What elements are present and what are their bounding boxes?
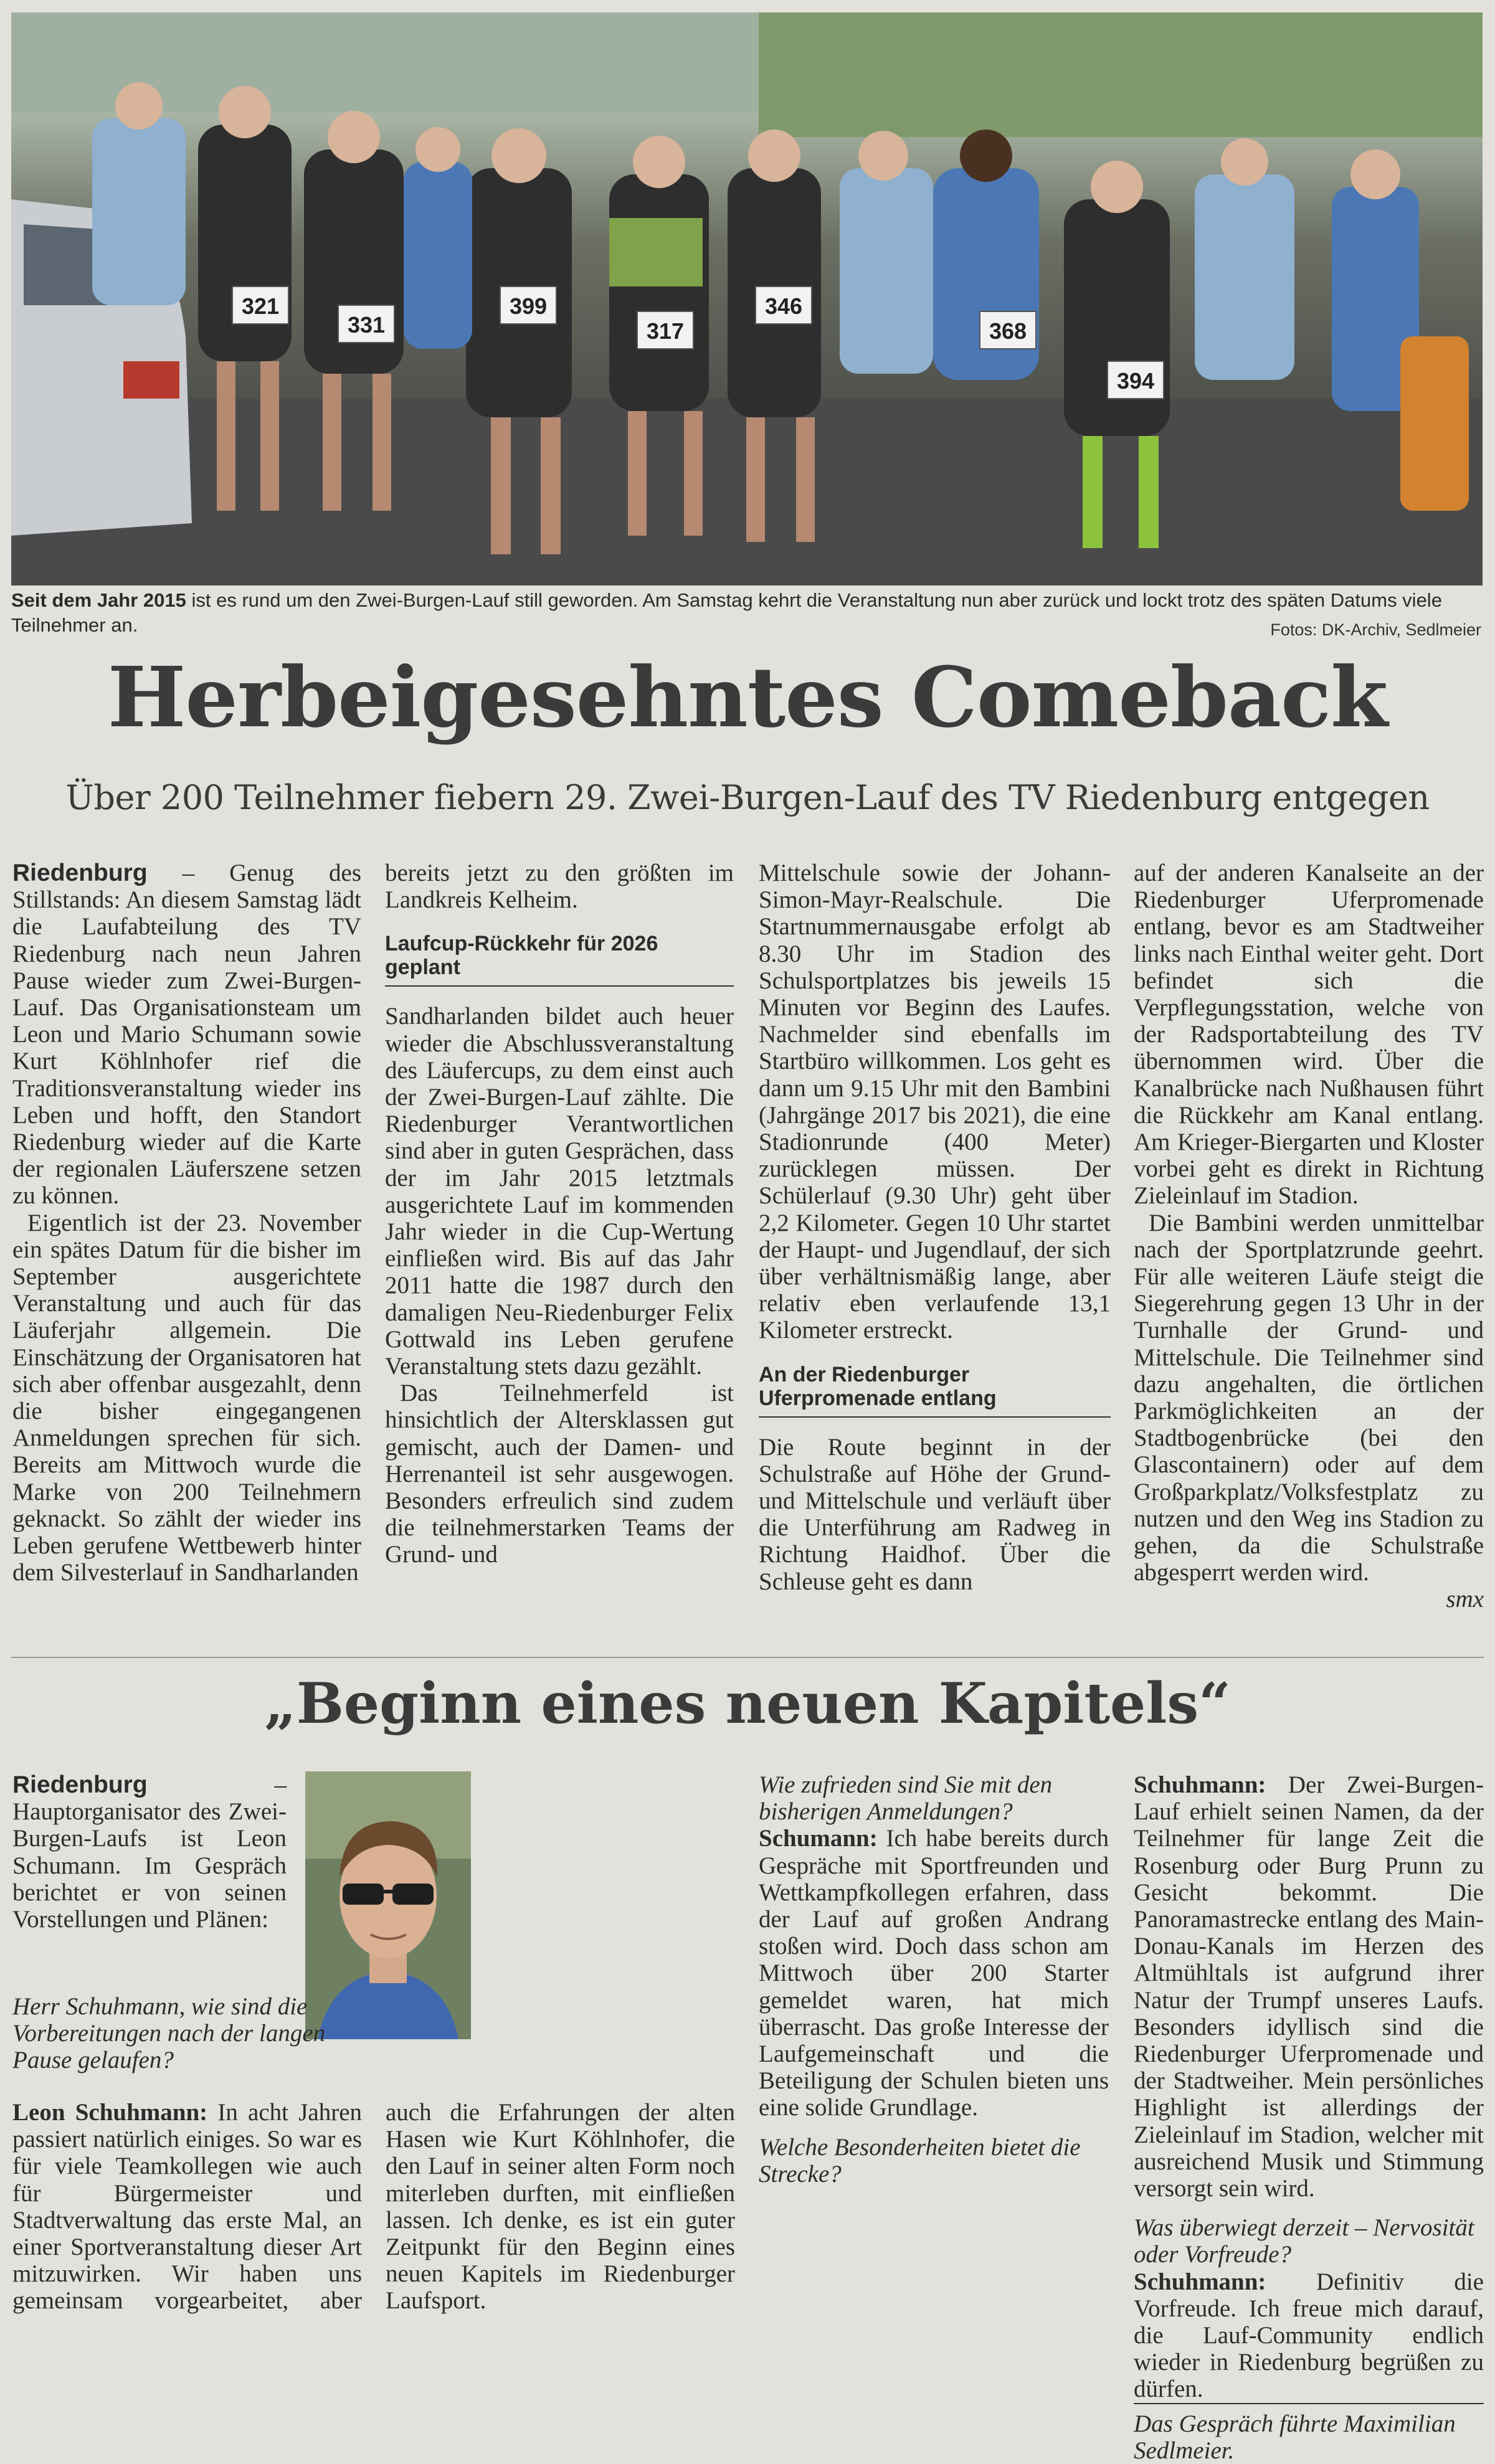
article-column-3	[759, 860, 1111, 1595]
caption-lead: Seit dem Jahr 2015	[11, 589, 186, 611]
article-column-2	[385, 860, 734, 1568]
interview-intro: – Hauptorganisator des Zwei-Burgen-Laufs ist Leon Schumann. Im Gespräch berichtet er von seinen Vorstellungen und Plänen:	[12, 1771, 287, 1933]
interview-answer-1	[12, 2099, 735, 2323]
bib-number: 399	[509, 293, 548, 319]
article-paragraph: Eigentlich ist der 23. November ein spätes Datum für die bisher im September ausgerichtete Veranstaltung und auch für das Läuferjahr allgemein. Die Einschätzung der Organisatoren hat sich aber offenbar ausgezahlt, denn die bisher eingegangenen Anmeldungen sprechen für sich. Bereits am Mittwoch wurde die Marke von 200 Teilnehmern geknackt. So zählt der wieder ins Leben gerufene Wettbewerb hinter dem Silvesterlauf in Sandharlanden	[12, 1209, 361, 1586]
interview-credit: Das Gespräch führte Maximilian Sedlmeier.	[1134, 2403, 1484, 2464]
interview-headline: „Beginn eines neuen Kapitels“	[264, 1670, 1231, 1737]
interview-answer: Ich habe bereits durch Gespräche mit Sportfreunden und Wettkampfkollegen erfahren, dass der Lauf auf großen Andrang stoßen wird. Doch dass schon am Mittwoch über 200 Starter gemeldet waren, hat mich überrascht. Das große Interesse der Laufgemeinschaft und die Beteiligung der Schulen bieten uns eine solide Grundlage.	[759, 1825, 1109, 2121]
article-paragraph: – Genug des Stillstands: An diesem Samstag lädt die Laufabteilung des TV Riedenburg nach neun Jahren Pause wieder zum Zwei-Burgen-Lauf. Das Organisationsteam um Leon und Mario Schumann sowie Kurt Köhlnhofer rief die Traditionsveranstaltung wieder ins Leben und hofft, den Standort Riedenburg wieder auf die Karte der regionalen Läuferszene setzen zu können.	[12, 860, 361, 1210]
article-column-1	[12, 860, 361, 1586]
interview-question: Wie zufrieden sind Sie mit den bisherigen Anmeldungen?	[759, 1771, 1053, 1826]
article-paragraph: Die Bambini werden unmittelbar nach der Sportplatzrunde geehrt. Für alle weiteren Läufe steigt die Siegerehrung gegen 13 Uhr in der Turnhalle der Grund- und Mittelschule. Die Teilnehmer sind dazu angehalten, die örtlichen Parkmöglichkeiten an der Stadtbogenbrücke (bei den Glascontainern) oder auf dem Großparkplatz/Volksfestplatz zu nutzen und den Weg ins Stadion zu gehen, da die Schulstraße abgesperrt werden wird.	[1134, 1209, 1484, 1586]
article-paragraph: Das Teilnehmerfeld ist hinsichtlich der Altersklassen gut gemischt, auch der Damen- und Herrenanteil ist sehr ausgewogen. Besonders erfreulich sind zudem die teilnehmerstarken Teams der Grund- und	[385, 1380, 734, 1568]
interview-column-4	[1134, 1771, 1484, 2464]
interviewee-name: Leon Schuhmann:	[12, 2099, 208, 2126]
caption-text: ist es rund um den Zwei-Burgen-Lauf still geworden. Am Samstag kehrt die Veranstaltung nun aber zurück und lockt trotz des späten Datums viele Teilnehmer an.	[11, 589, 1442, 636]
bib-number: 317	[646, 318, 685, 344]
photo-caption	[11, 588, 1483, 638]
interview-answer: In acht Jahren passiert natürlich einiges. So war es für viele Teamkollegen wie auch für Bürgermeister und Stadtverwaltung das erste Mal, an einer Sportveranstaltung dieser Art mitzuwirken. Wir haben uns gemeinsam vorgearbeitet, aber auch die Erfahrungen der alten Hasen wie Kurt Köhlnhofer, die den Lauf in seiner alten Form noch miterleben durften, mit einfließen lassen. Ich denke, es ist ein guter Zeitpunkt für den Beginn eines neuen Kapitels im Riedenburger Laufsport.	[12, 2099, 735, 2315]
section-subheading: An der Riedenburger Uferpromenade entlang	[759, 1363, 1111, 1418]
dateline: Riedenburg	[12, 860, 148, 886]
headline: Herbeigesehntes Comeback	[107, 649, 1388, 746]
interview-question: Herr Schuhmann, wie sind die Vorbereitungen nach der langen Pause gelaufen?	[12, 1993, 326, 2074]
bib-number: 331	[347, 312, 386, 338]
photo-credit: Fotos: DK-Archiv, Sedlmeier	[1270, 620, 1481, 639]
interview-column-3	[759, 1771, 1109, 2187]
interviewee-name: Schumann:	[759, 1825, 878, 1852]
section-subheading: Laufcup-Rückkehr für 2026 geplant	[385, 932, 734, 987]
bib-number: 368	[989, 318, 1027, 344]
interviewee-name: Schuhmann:	[1134, 1771, 1266, 1798]
article-paragraph: Sandharlanden bildet auch heuer wieder die Abschlussveranstaltung des Läufercups, zu dem einst auch der Zwei-Burgen-Lauf zählte. Die Riedenburger Verantwortlichen sind aber in guten Gesprächen, dass der im Jahr 2015 letztmals ausgerichtete Lauf im kommenden Jahr wieder in die Cup-Wertung einfließen wird. Bis auf das Jahr 2011 hatte die 1987 durch den damaligen Neu-Riedenburger Felix Gottwald ins Leben gerufene Veranstaltung stets dazu gezählt.	[385, 1003, 734, 1380]
subheadline: Über 200 Teilnehmer fiebern 29. Zwei-Burgen-Lauf des TV Riedenburg entgegen	[65, 778, 1430, 817]
bib-number: 394	[1116, 368, 1155, 394]
article-paragraph: Die Route beginnt in der Schulstraße auf Höhe der Grund- und Mittelschule und verläuft über die Unterführung am Radweg in Richtung Haidhof. Über die Schleuse geht es dann	[759, 1433, 1111, 1595]
race-start-illustration	[11, 12, 1483, 585]
article-paragraph: bereits jetzt zu den größten im Landkreis Kelheim.	[385, 860, 734, 914]
article-paragraph: Mittelschule sowie der Johann-Simon-Mayr-Realschule. Die Startnummernausgabe erfolgt ab 8.30 Uhr im Stadion des Schulsportplatzes bis jeweils 15 Minuten vor Beginn des Laufes. Nachmelder sind ebenfalls im Startbüro willkommen. Los geht es dann um 9.15 Uhr mit den Bambini (Jahrgänge 2017 bis 2021), die eine Stadionrunde (400 Meter) zurücklegen müssen. Der Schülerlauf (9.30 Uhr) geht über 2,2 Kilometer. Gegen 10 Uhr startet der Haupt- und Jugendlauf, der sich über verhältnismäßig lange, aber relativ eben verlaufende 13,1 Kilometer erstreckt.	[759, 860, 1111, 1344]
section-divider	[11, 1657, 1484, 1658]
author-initials: smx	[1446, 1586, 1484, 1613]
interviewee-name: Schuhmann:	[1134, 2268, 1266, 2295]
interview-question: Welche Besonderheiten bietet die Strecke?	[759, 2133, 1081, 2187]
article-paragraph: auf der anderen Kanalseite an der Riedenburger Uferpromenade entlang, bevor es am Stadtweiher links nach Einthal weiter geht. Dort befindet sich die Verpflegungsstation, welche von der Radsportabteilung des TV übernommen wird. Über die Kanalbrücke nach Nußhausen führt die Rückkehr am Kanal entlang. Am Krieger-Biergarten und Kloster vorbei geht es direkt in Richtung Zieleinlauf im Stadion.	[1134, 860, 1484, 1210]
bib-number: 346	[764, 293, 803, 319]
article-column-4	[1134, 860, 1484, 1613]
bib-number: 321	[241, 293, 280, 319]
interview-column-1a	[12, 1771, 287, 1933]
interview-answer: Der Zwei-Burgen-Lauf erhielt seinen Namen, da der Teilnehmer für lange Zeit die Rosenburg oder Burg Prunn zu Gesicht bekommt. Die Panoramastrecke entlang des Main-Donau-Kanals im Herzen des Altmühltals ist aufgrund ihrer Natur der Trumpf unseres Laufs. Besonders idyllisch sind die Riedenburger Uferpromenade und der Stadtweiher. Mein persönliches Highlight ist allerdings der Zieleinlauf im Stadion, welcher mit ausreichend Musik und Stimmung versorgt sein wird.	[1134, 1771, 1484, 2202]
race-start-photo	[11, 12, 1483, 585]
interview-question: Was überwiegt derzeit – Nervosität oder Vorfreude?	[1134, 2214, 1474, 2268]
interview-column-1b	[12, 1993, 361, 2074]
dateline: Riedenburg	[12, 1771, 148, 1798]
interview-answer: Definitiv die Vorfreude. Ich freue mich darauf, die Lauf-Community endlich wieder in Riedenburg begrüßen zu dürfen.	[1134, 2268, 1484, 2403]
